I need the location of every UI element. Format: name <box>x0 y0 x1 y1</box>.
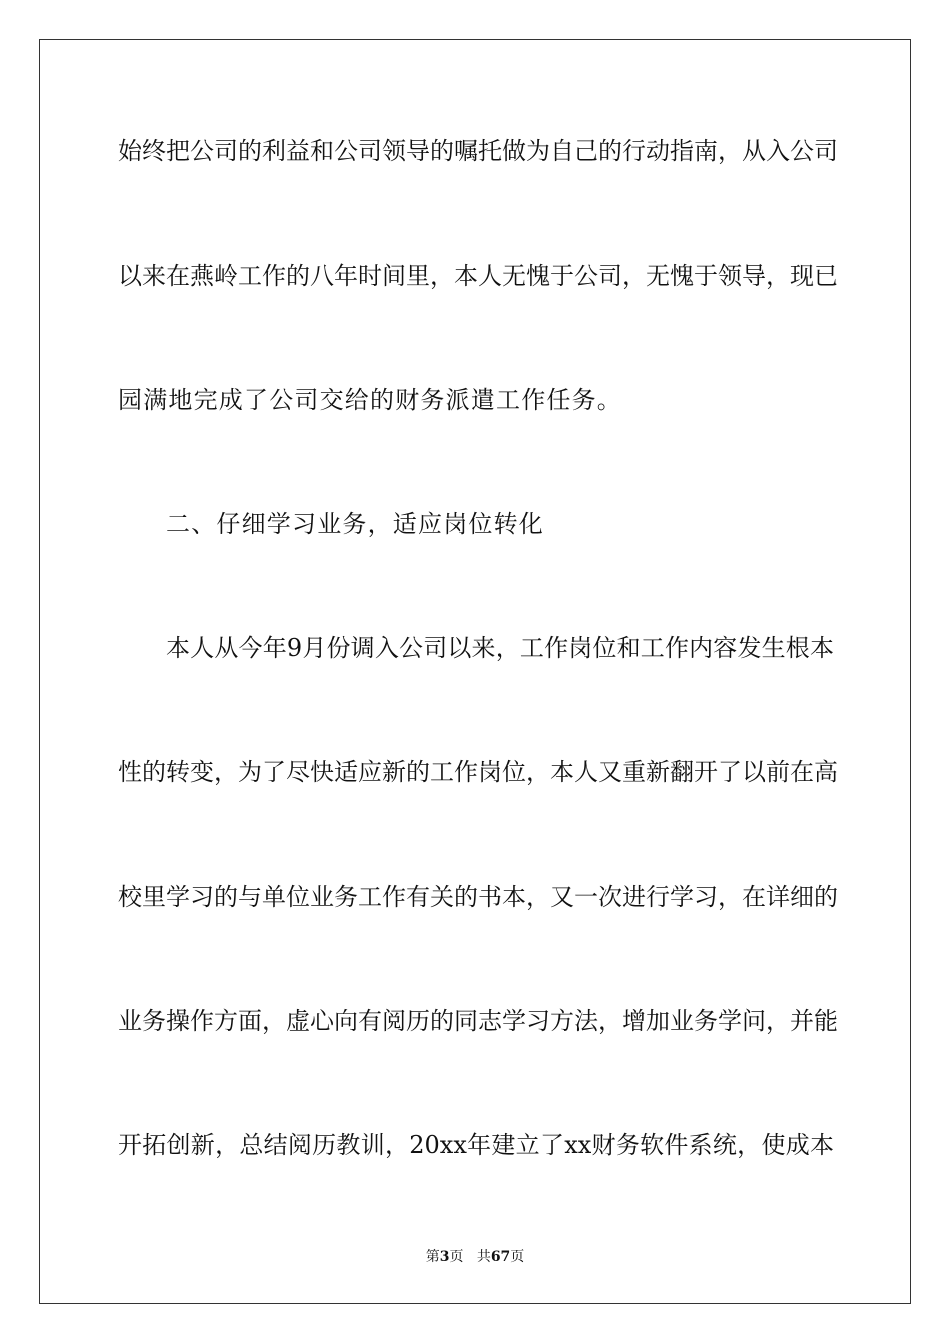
footer-page-prefix: 第 <box>425 1249 440 1265</box>
paragraph-line-5: 本人从今年9月份调入公司以来，工作岗位和工作内容发生根本 <box>166 634 834 662</box>
footer-total-prefix: 共 <box>476 1249 491 1265</box>
footer-total-suffix: 页 <box>510 1249 525 1265</box>
paragraph-line-7: 校里学习的与单位业务工作有关的书本，又一次进行学习，在详细的 <box>118 883 838 911</box>
footer-total-pages: 67 <box>490 1249 511 1265</box>
paragraph-line-1: 始终把公司的利益和公司领导的嘱托做为自己的行动指南，从入公司 <box>118 137 838 165</box>
section-heading: 二、仔细学习业务，适应岗位转化 <box>166 510 544 538</box>
page-border <box>39 39 911 1304</box>
paragraph-line-8: 业务操作方面，虚心向有阅历的同志学习方法，增加业务学问，并能 <box>118 1007 838 1035</box>
footer-page-suffix: 页 <box>449 1249 464 1265</box>
footer-page-number: 3 <box>439 1249 450 1265</box>
paragraph-line-6: 性的转变，为了尽快适应新的工作岗位，本人又重新翻开了以前在高 <box>118 758 838 786</box>
paragraph-line-2: 以来在燕岭工作的八年时间里，本人无愧于公司，无愧于领导，现已 <box>118 262 838 290</box>
paragraph-line-3: 园满地完成了公司交给的财务派遣工作任务。 <box>118 386 622 414</box>
page-footer <box>0 1248 950 1266</box>
paragraph-line-9: 开拓创新，总结阅历教训，20xx年建立了xx财务软件系统，使成本 <box>118 1131 834 1159</box>
